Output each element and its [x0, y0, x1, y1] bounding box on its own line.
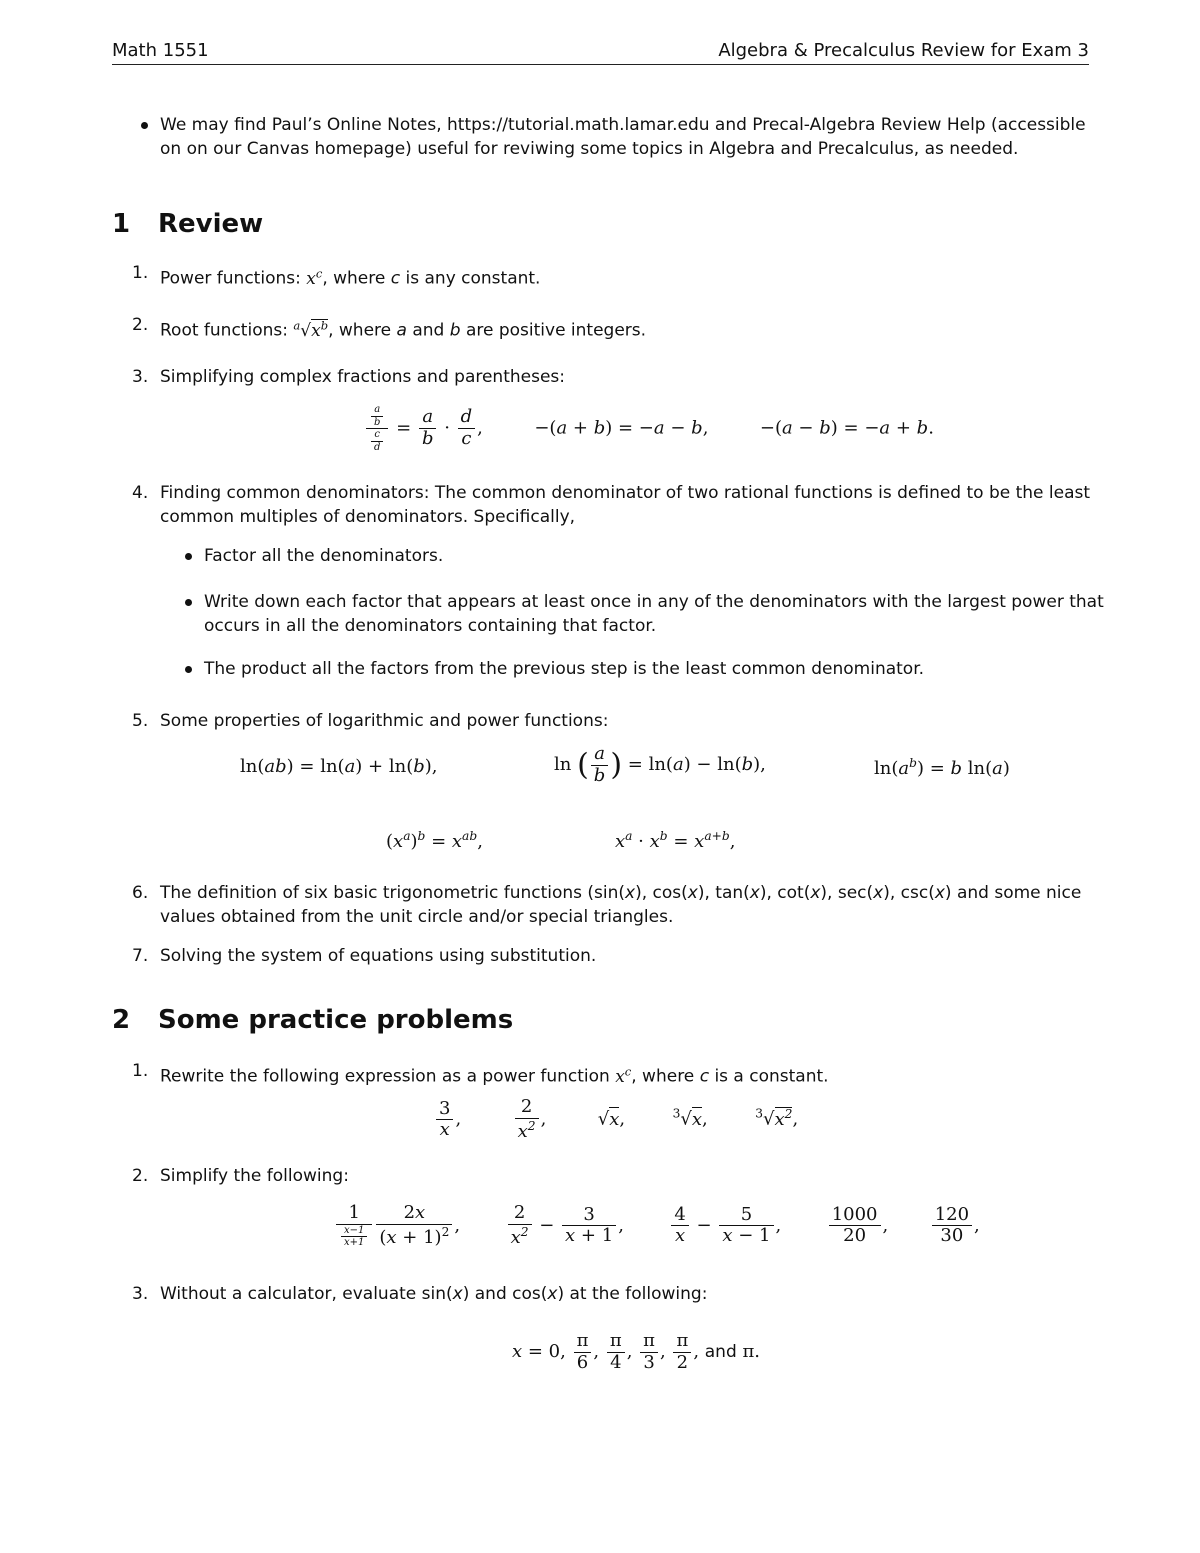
item-number: 1.	[132, 263, 149, 283]
item-number: 3.	[132, 1284, 149, 1304]
item-number: 2.	[132, 315, 149, 335]
intro-line-1: We may find Paul’s Online Notes, https://tutorial.math.lamar.edu and Precal-Algebra Review Help (accessible	[160, 115, 1086, 135]
item-number: 1.	[132, 1061, 149, 1081]
item-number: 3.	[132, 367, 149, 387]
list-item-line-1: The definition of six basic trigonometric functions (sin(x), cos(x), tan(x), cot(x), sec(x), csc(x) and some nice	[160, 883, 1082, 903]
item-number: 7.	[132, 946, 149, 966]
equation-log-quotient: ln ( $\frac{a}{b}$ ) = ln(a) − ln(b),	[554, 743, 766, 786]
page-header	[112, 38, 1089, 65]
expressions-simplify: $\frac{1}{\frac{x-1}{x+1}}$ $\frac{2x}{(x + 1)^2}$ , $\frac{2}{x^2}$ − $\frac{3}{x + 1}$ , $\frac{4}{x}$ − $\frac{5}{x - 1}$ , $\frac{1000}{20}$ , $\frac{120}{30}$ ,	[334, 1203, 980, 1249]
section-number: 1	[112, 209, 131, 239]
equation-complex-fractions: $\frac{\frac{a}{b}}{\frac{c}{d}}$ = $\frac{a}{b}$ · $\frac{d}{c}$ , −(a + b) = −a − b, −(a − b) = −a + b.	[364, 404, 934, 453]
list-item-line-2: common multiples of denominators. Specifically,	[160, 507, 576, 527]
item-number: 6.	[132, 883, 149, 903]
document-title: Algebra & Precalculus Review for Exam 3	[718, 40, 1089, 61]
equation-product-of-powers: $x^a \cdot x^b = x^{a+b}$,	[615, 829, 736, 852]
list-item-line-1: Finding common denominators: The common denominator of two rational functions is defined to be the least	[160, 483, 1091, 503]
list-item: Rewrite the following expression as a power function $x^c$, where c is a constant.	[160, 1064, 829, 1087]
section-title: Some practice problems	[158, 1005, 514, 1035]
sub-bullet: Factor all the denominators.	[204, 546, 444, 566]
section-number: 2	[112, 1005, 131, 1035]
sub-bullet-continuation: occurs in all the denominators containing that factor.	[204, 616, 657, 636]
section-title: Review	[158, 209, 264, 239]
equation-log-power: $\ln(a^b) = b$ ln(a)	[874, 756, 1010, 779]
item-number: 5.	[132, 711, 149, 731]
item-number: 2.	[132, 1166, 149, 1186]
list-item: Power functions: $x^c$, where c is any constant.	[160, 266, 541, 289]
list-item: Simplify the following:	[160, 1166, 349, 1186]
sub-bullet: Write down each factor that appears at least once in any of the denominators with the largest power that	[204, 592, 1104, 612]
equation-power-of-power: $(x^a)^b = x^{ab}$,	[386, 829, 483, 852]
sub-bullet: The product all the factors from the previous step is the least common denominator.	[204, 659, 925, 679]
bullet-icon	[185, 599, 192, 606]
course-name: Math 1551	[112, 40, 209, 61]
bullet-icon	[185, 553, 192, 560]
bullet-icon	[141, 122, 148, 129]
list-item-line-2: values obtained from the unit circle and/or special triangles.	[160, 907, 674, 927]
expressions-power-rewrite: $\frac{3}{x}$ , $\frac{2}{x^2}$ , √x, $^3$√x, $^3√x^2$,	[434, 1097, 798, 1142]
equation-log-product: ln(ab) = ln(a) + ln(b),	[240, 756, 438, 777]
list-item: Some properties of logarithmic and power functions:	[160, 711, 609, 731]
list-item: Root functions: $^a√x^b$, where a and b are positive integers.	[160, 318, 647, 341]
item-number: 4.	[132, 483, 149, 503]
list-item: Solving the system of equations using substitution.	[160, 946, 597, 966]
intro-line-2: on on our Canvas homepage) useful for reviwing some topics in Algebra and Precalculus, as needed.	[160, 139, 1019, 159]
list-item: Simplifying complex fractions and parentheses:	[160, 367, 566, 387]
list-item: Without a calculator, evaluate sin(x) and cos(x) at the following:	[160, 1284, 708, 1304]
equation-special-angles: x = 0, $\frac{\pi}{6}$ , $\frac{\pi}{4}$ , $\frac{\pi}{3}$ , $\frac{\pi}{2}$ , and π.	[512, 1330, 761, 1373]
bullet-icon	[185, 666, 192, 673]
